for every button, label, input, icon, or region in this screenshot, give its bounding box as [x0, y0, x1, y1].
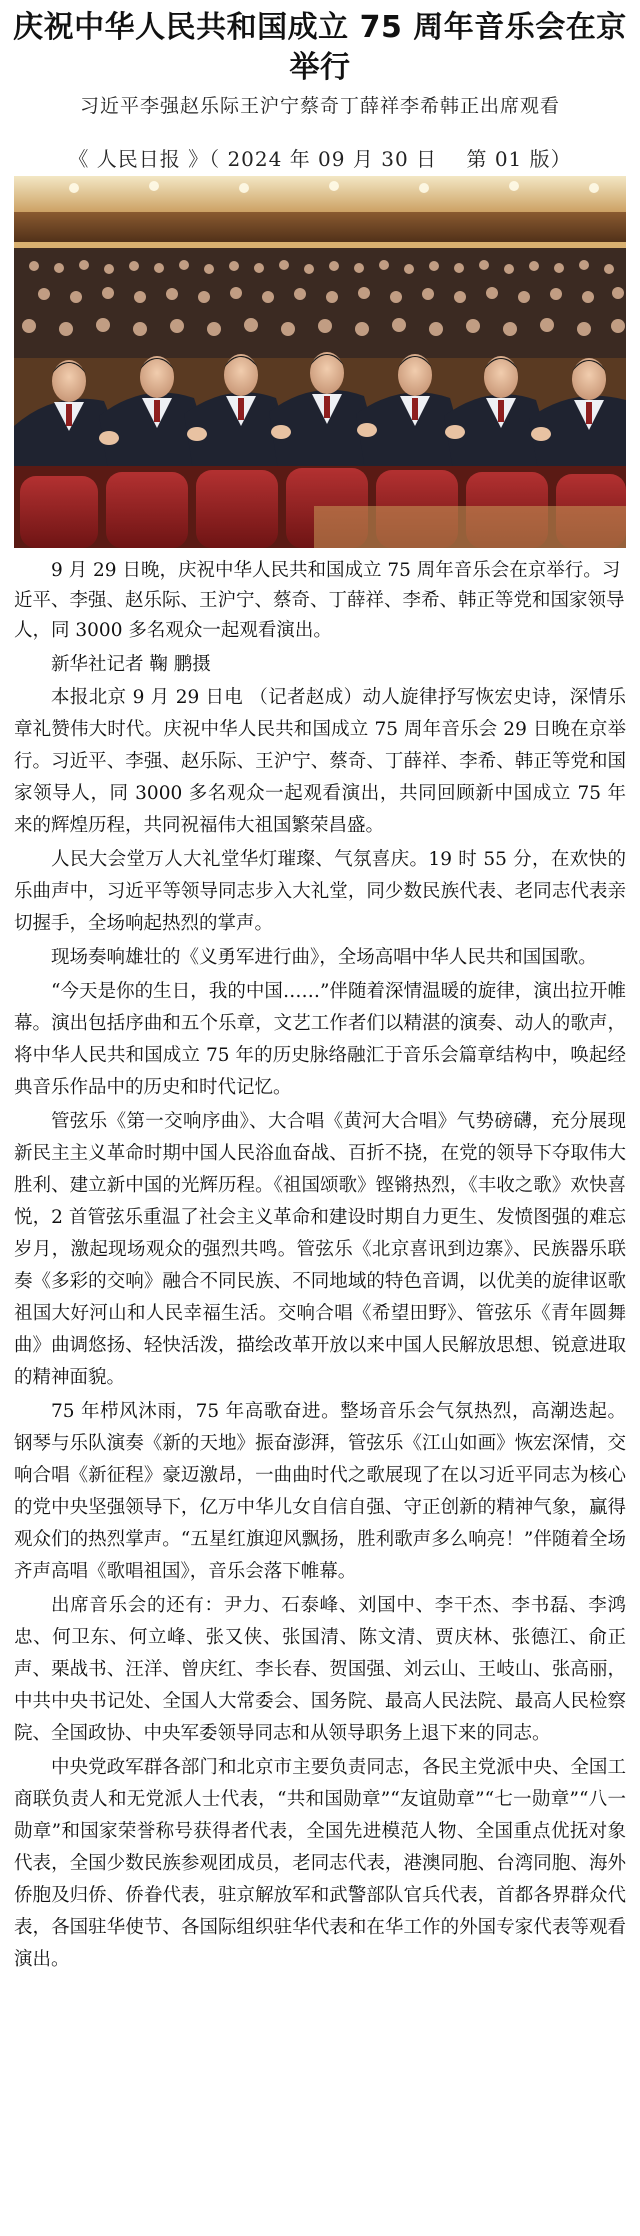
article-paragraph-4: “今天是你的生日，我的中国……”伴随着深情温暖的旋律，演出拉开帷幕。演出包括序曲和五个乐章，文艺工作者们以精湛的演奏、动人的歌声，将中华人民共和国成立 75 年的历史脉络融汇于音乐会篇章结构中，唤起经典音乐作品中的历史和时代记忆。 [14, 981, 626, 1098]
article-paragraph-2: 人民大会堂万人大礼堂华灯璀璨、气氛喜庆。19 时 55 分，在欢快的乐曲声中，习近平等领导同志步入大礼堂，同少数民族代表、老同志代表亲切握手，全场响起热烈的掌声。 [14, 849, 626, 934]
article-paragraph-1: 本报北京 9 月 29 日电 （记者赵成）动人旋律抒写恢宏史诗，深情乐章礼赞伟大时代。庆祝中华人民共和国成立 75 周年音乐会 29 日晚在京举行。习近平、李强、赵乐际、王沪宁、蔡奇、丁薛祥、李希、韩正等党和国家领导人，同 3000 多名观众一起观看演出，共同回顾新中国成立 75 年来的辉煌历程，共同祝福伟大祖国繁荣昌盛。 [14, 687, 626, 836]
article-subheadline: 习近平李强赵乐际王沪宁蔡奇丁薛祥李希韩正出席观看 [79, 95, 560, 117]
article-headline: 庆祝中华人民共和国成立 75 周年音乐会在京举行 [13, 10, 627, 85]
photo-credit: 新华社记者 鞠 鹏摄 [51, 654, 211, 675]
article-paragraph-8: 中央党政军群各部门和北京市主要负责同志，各民主党派中央、全国工商联负责人和无党派人士代表，“共和国勋章”“友谊勋章”“七一勋章”“八一勋章”和国家荣誉称号获得者代表，全国先进模范人物、全国重点优抚对象代表，全国少数民族参观团成员，老同志代表，港澳同胞、台湾同胞、海外侨胞及归侨、侨眷代表，驻京解放军和武警部队官兵代表，首都各界群众代表，各国驻华使节、各国际组织驻华代表和在华工作的外国专家代表等观看演出。 [14, 1757, 626, 1970]
article-paragraph-7: 出席音乐会的还有：尹力、石泰峰、刘国中、李干杰、李书磊、李鸿忠、何卫东、何立峰、张又侠、张国清、陈文清、贾庆林、张德江、俞正声、栗战书、汪洋、曾庆红、李长春、贺国强、刘云山、王岐山、张高丽，中共中央书记处、全国人大常委会、国务院、最高人民法院、最高人民检察院、全国政协、中央军委领导同志和从领导职务上退下来的同志。 [14, 1595, 626, 1744]
article-source-line: 《 人民日报 》（ 2024 年 09 月 30 日 第 01 版） [68, 147, 572, 171]
article-paragraph-3: 现场奏响雄壮的《义勇军进行曲》，全场高唱中华人民共和国国歌。 [51, 947, 597, 968]
article-body [14, 556, 626, 1976]
photo-caption: 9 月 29 日晚，庆祝中华人民共和国成立 75 周年音乐会在京举行。习近平、李强、赵乐际、王沪宁、蔡奇、丁薛祥、李希、韩正等党和国家领导人，同 3000 多名观众一起观看演出。 [14, 560, 625, 641]
article-paragraph-5: 管弦乐《第一交响序曲》、大合唱《黄河大合唱》气势磅礴，充分展现新民主主义革命时期中国人民浴血奋战、百折不挠，在党的领导下夺取伟大胜利、建立新中国的光辉历程。《祖国颂歌》铿锵热烈，《丰收之歌》欢快喜悦，2 首管弦乐重温了社会主义革命和建设时期自力更生、发愤图强的难忘岁月，激起现场观众的强烈共鸣。管弦乐《北京喜讯到边寨》、民族器乐联奏《多彩的交响》融合不同民族、不同地域的特色音调，以优美的旋律讴歌祖国大好河山和人民幸福生活。交响合唱《希望田野》、管弦乐《青年圆舞曲》曲调悠扬、轻快活泼，描绘改革开放以来中国人民解放思想、锐意进取的精神面貌。 [14, 1111, 626, 1388]
concert-hall-photo-illustration [14, 176, 626, 548]
article-paragraph-6: 75 年栉风沐雨，75 年高歌奋进。整场音乐会气氛热烈，高潮迭起。钢琴与乐队演奏《新的天地》振奋澎湃，管弦乐《江山如画》恢宏深情，交响合唱《新征程》豪迈激昂，一曲曲时代之歌展现了在以习近平同志为核心的党中央坚强领导下，亿万中华儿女自信自强、守正创新的精神气象，赢得观众们的热烈掌声。“五星红旗迎风飘扬，胜利歌声多么响亮！”伴随着全场齐声高唱《歌唱祖国》，音乐会落下帷幕。 [14, 1401, 626, 1582]
concert-hall-photo [14, 176, 626, 548]
